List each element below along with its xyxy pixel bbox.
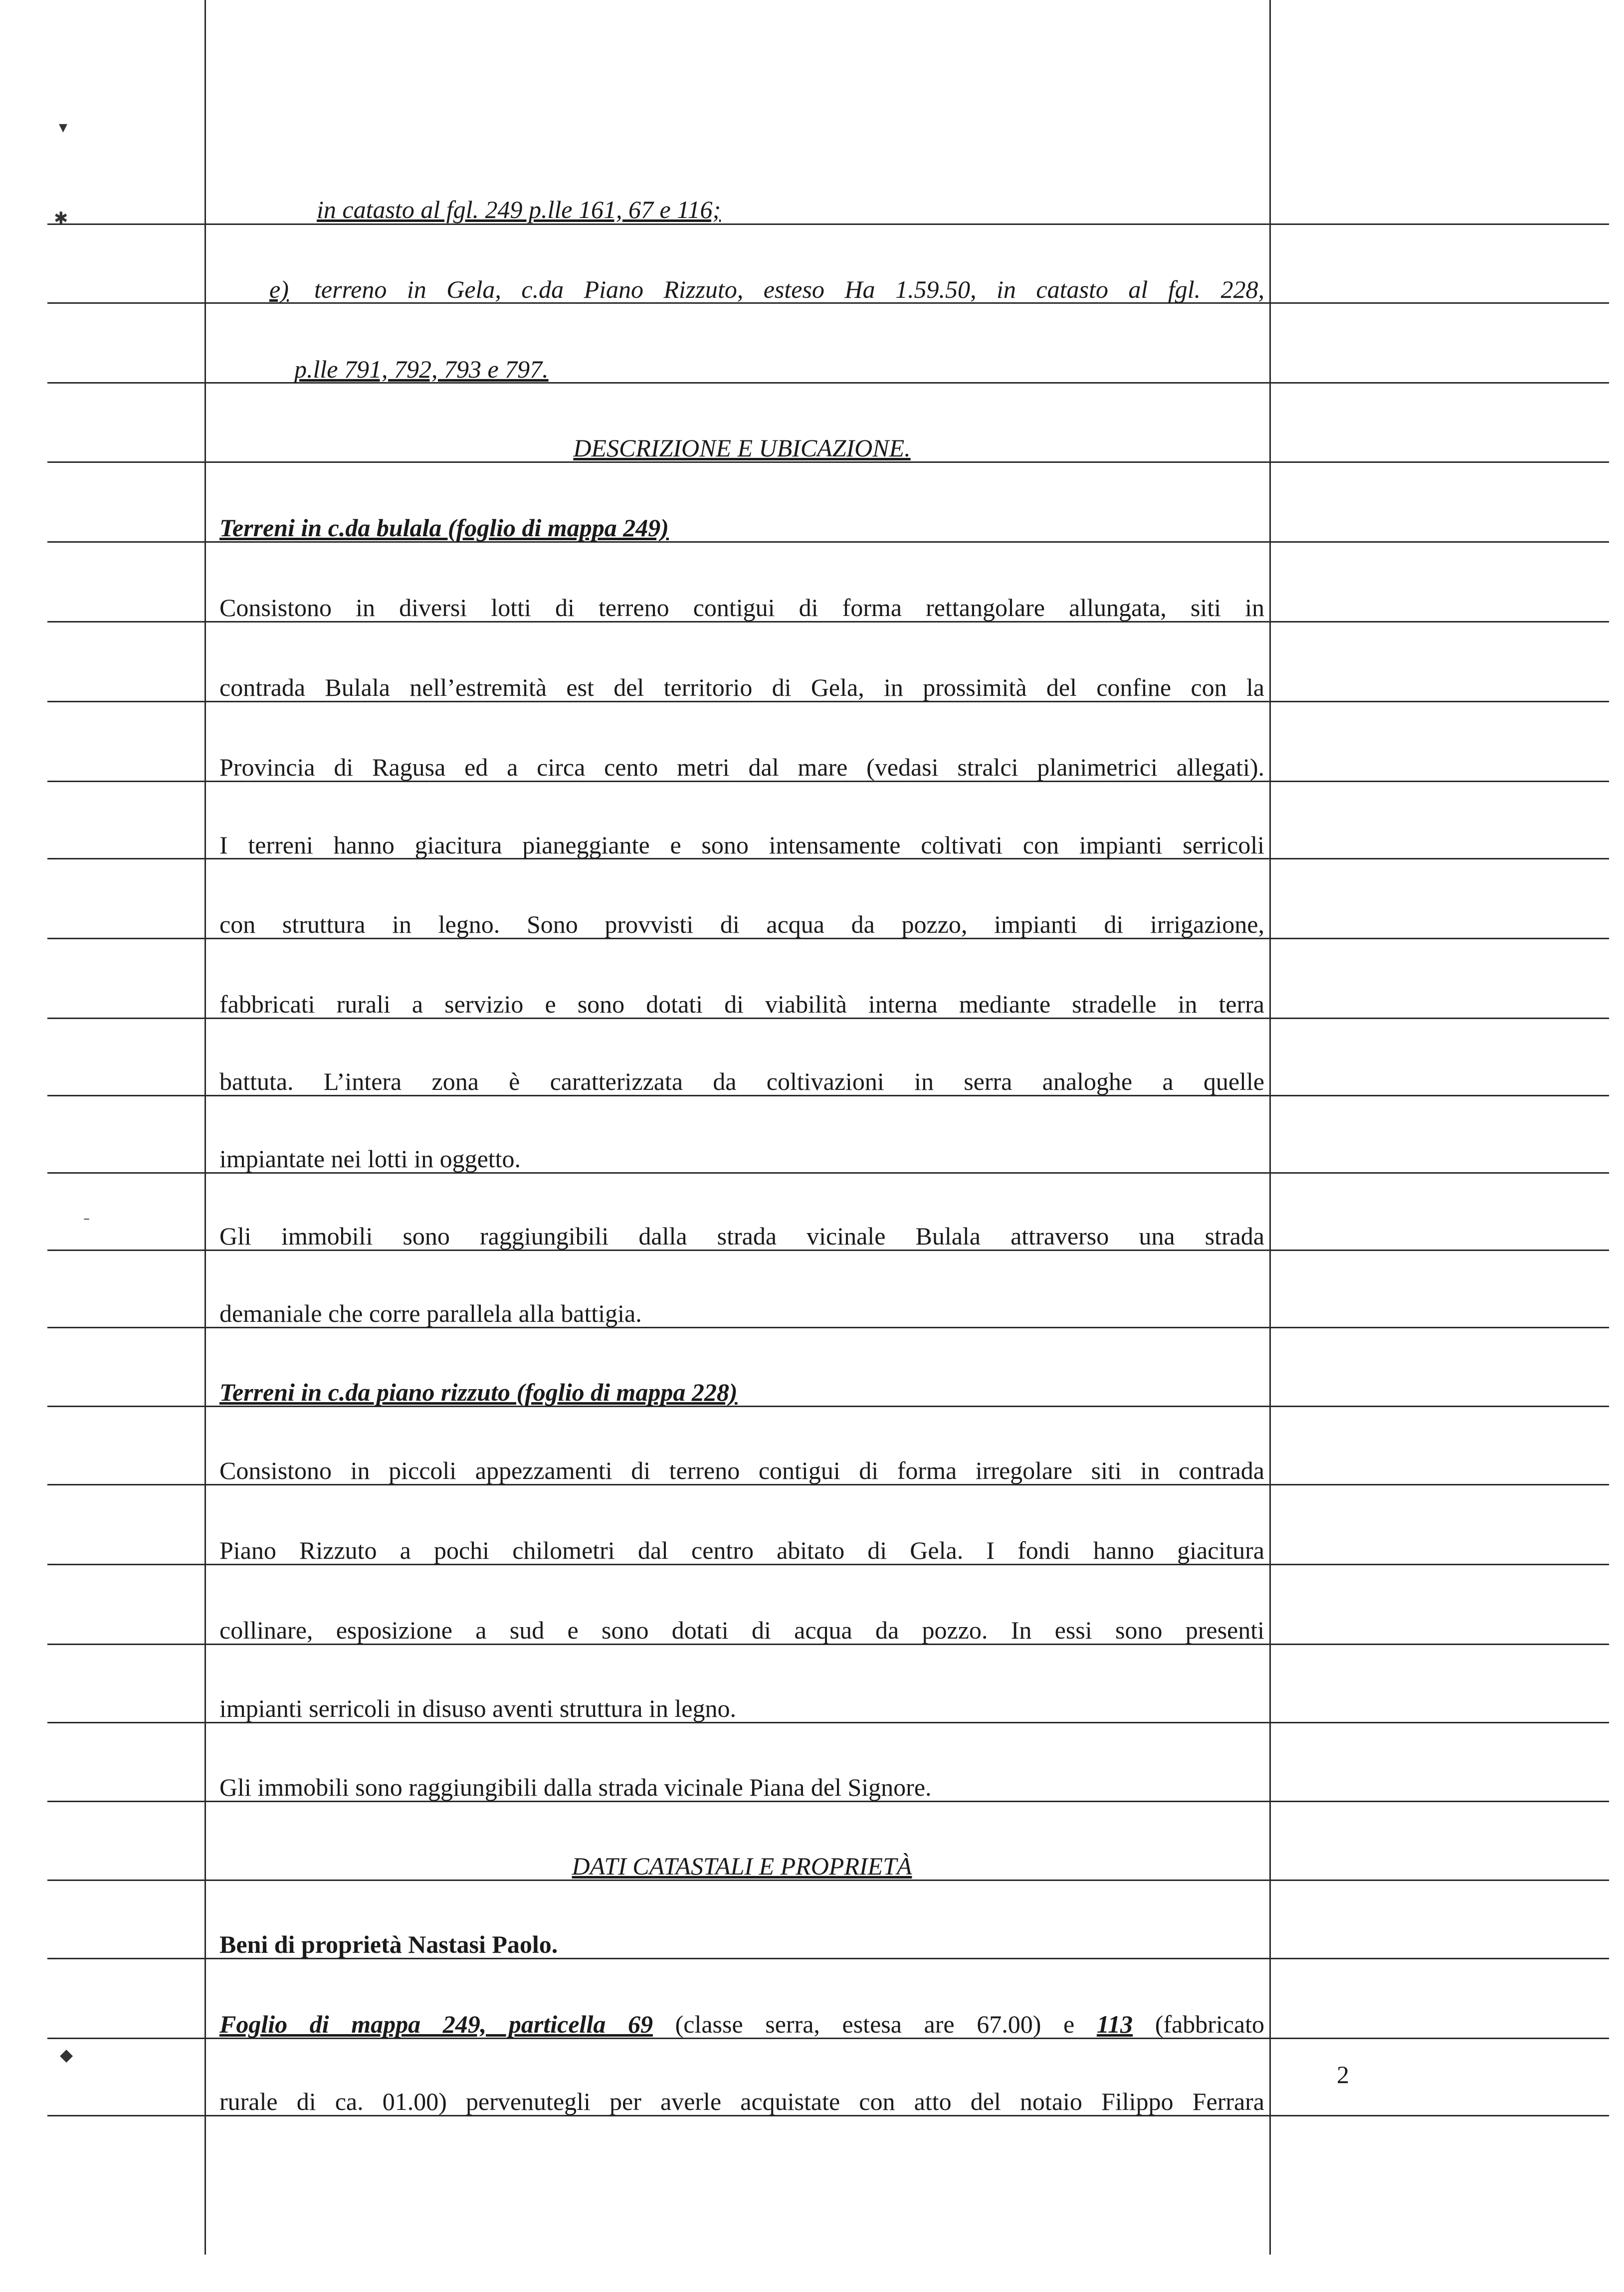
- text-line: Gli immobili sono raggiungibili dalla strada vicinale Piana del Signore.: [219, 1773, 932, 1801]
- text-span: (classe serra, estesa are 67.00) e: [652, 2010, 1097, 2038]
- text-line: I terreni hanno giacitura pianeggiante e sono intensamente coltivati con impianti serricoli: [219, 831, 1264, 859]
- text-line: rurale di ca. 01.00) pervenutegli per averle acquistate con atto del notaio Filippo Ferrara: [219, 2087, 1264, 2115]
- text-line: demaniale che corre parallela alla battigia.: [219, 1299, 642, 1327]
- section-heading: DESCRIZIONE E UBICAZIONE.: [573, 434, 911, 462]
- text-line: Piano Rizzuto a pochi chilometri dal centro abitato di Gela. I fondi hanno giacitura: [219, 1536, 1264, 1564]
- text-line: fabbricati rurali a servizio e sono dotati di viabilità interna mediante stradelle in terra: [219, 990, 1264, 1018]
- margin-mark: ◆: [60, 2046, 73, 2065]
- margin-mark: ✱: [54, 209, 68, 228]
- page-number: 2: [1337, 2061, 1349, 2088]
- margin-mark: ˉ: [84, 1215, 90, 1233]
- text-line: Consistono in piccoli appezzamenti di terreno contigui di forma irregolare siti in contrada: [219, 1457, 1264, 1484]
- owner-heading: Beni di proprietà Nastasi Paolo.: [219, 1930, 558, 1958]
- text-line: battuta. L’intera zona è caratterizzata da coltivazioni in serra analoghe a quelle: [219, 1067, 1264, 1095]
- margin-mark: ▾: [59, 118, 68, 137]
- list-item-marker: e): [269, 275, 289, 303]
- text-line: con struttura in legno. Sono provvisti di acqua da pozzo, impianti di irrigazione,: [219, 910, 1264, 938]
- text-line: collinare, esposizione a sud e sono dotati di acqua da pozzo. In essi sono presenti: [219, 1616, 1264, 1644]
- text-line: Consistono in diversi lotti di terreno contigui di forma rettangolare allungata, siti in: [219, 594, 1264, 622]
- foglio-reference: Foglio di mappa 249, particella 69: [219, 2010, 653, 2038]
- left-margin-rule: [204, 0, 206, 2255]
- text-line: Gli immobili sono raggiungibili dalla strada vicinale Bulala attraverso una strada: [219, 1222, 1264, 1250]
- subsection-heading: Terreni in c.da piano rizzuto (foglio di mappa 228): [219, 1378, 738, 1406]
- text-line: contrada Bulala nell’estremità est del territorio di Gela, in prossimità del confine con la: [219, 673, 1264, 701]
- text-span: (fabbricato: [1133, 2010, 1265, 2038]
- particella-reference: 113: [1096, 2010, 1133, 2038]
- right-margin-rule: [1269, 0, 1271, 2255]
- subsection-heading: Terreni in c.da bulala (foglio di mappa 249): [219, 514, 669, 542]
- text-line: impianti serricoli in disuso aventi struttura in legno.: [219, 1694, 736, 1722]
- section-heading: DATI CATASTALI E PROPRIETÀ: [572, 1852, 912, 1880]
- text-line: terreno in Gela, c.da Piano Rizzuto, esteso Ha 1.59.50, in catasto al fgl. 228,: [314, 275, 1264, 303]
- text-line: impiantate nei lotti in oggetto.: [219, 1145, 521, 1173]
- text-line: [219, 2009, 1264, 2039]
- text-line: Provincia di Ragusa ed a circa cento metri dal mare (vedasi stralci planimetrici allegati).: [219, 753, 1264, 781]
- text-line: p.lle 791, 792, 793 e 797.: [294, 355, 549, 383]
- text-line: in catasto al fgl. 249 p.lle 161, 67 e 116;: [317, 196, 721, 223]
